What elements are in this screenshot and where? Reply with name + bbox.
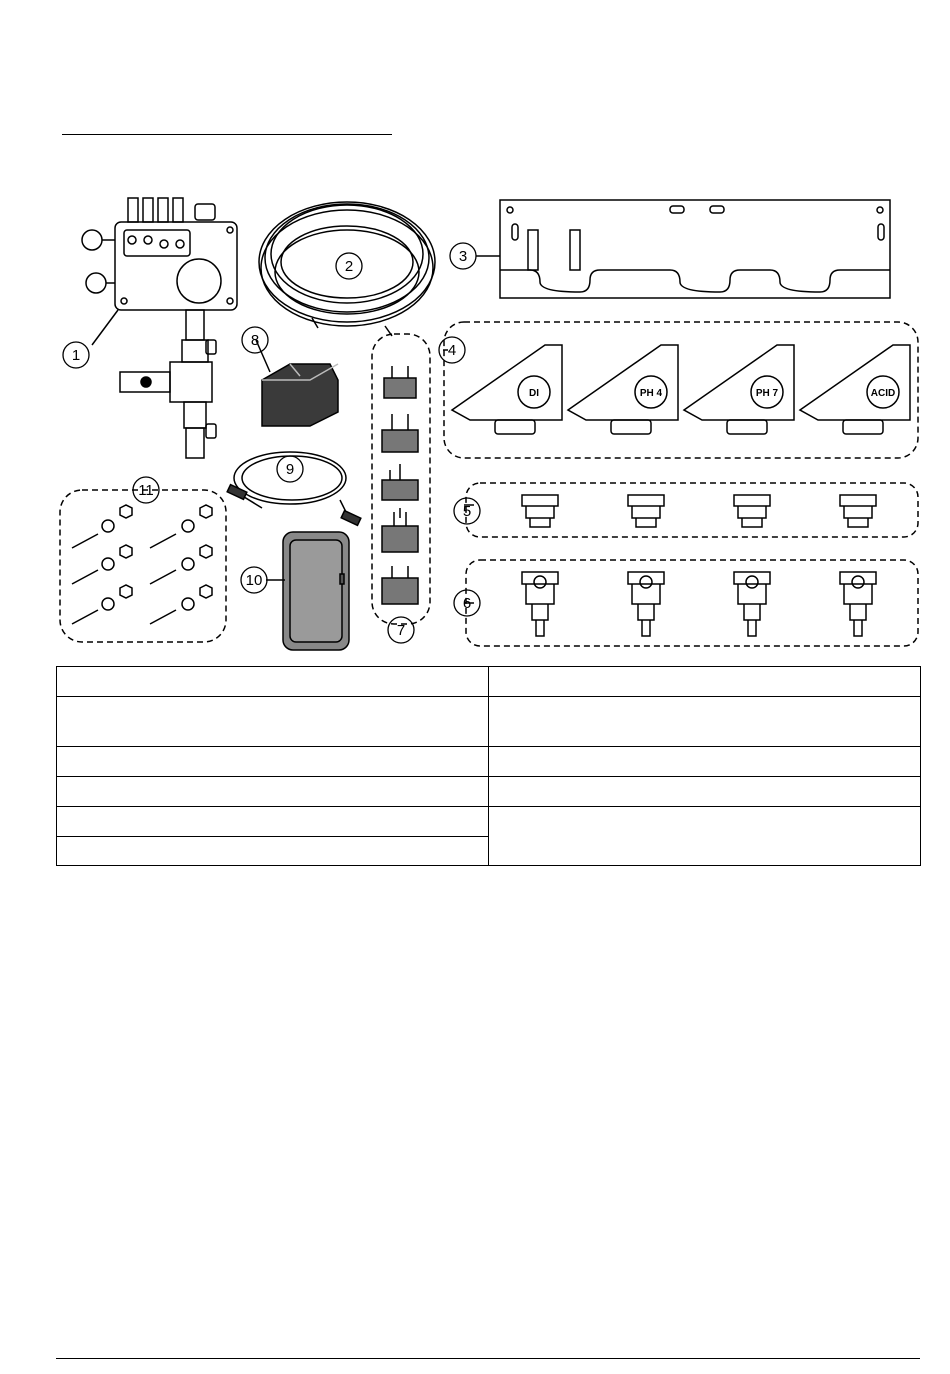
screws-and-nuts-icon (72, 505, 212, 624)
plug-adapter-icon (382, 366, 418, 604)
bottle-label-ph7: PH 7 (755, 388, 779, 399)
callout-1: 1 (71, 347, 81, 364)
table-row (57, 697, 921, 747)
title-underline (62, 134, 392, 135)
bottle-label-ph4: PH 4 (639, 388, 663, 399)
table-cell (489, 777, 921, 807)
callout-10: 10 (245, 572, 263, 589)
table-cell (57, 807, 489, 837)
bottle-icon-1 (452, 345, 562, 434)
power-bank-icon (283, 532, 349, 650)
callout-7: 7 (396, 622, 406, 639)
table-row (57, 777, 921, 807)
table-cell (57, 777, 489, 807)
power-supply-icon (262, 364, 338, 426)
parts-table (56, 666, 921, 866)
callout-8: 8 (250, 332, 260, 349)
callout-2: 2 (344, 258, 354, 275)
callout-11: 11 (138, 482, 154, 499)
table-cell (489, 697, 921, 747)
cap-icon (522, 495, 876, 527)
callout-6: 6 (462, 595, 472, 612)
table-cell (57, 667, 489, 697)
bottle-label-di: DI (529, 388, 539, 399)
table-row (57, 667, 921, 697)
components-illustration (0, 180, 950, 660)
bottle-label-acid: ACID (870, 388, 896, 399)
table-cell (57, 747, 489, 777)
table-cell (489, 667, 921, 697)
callout-3: 3 (458, 248, 468, 265)
callout-5: 5 (462, 503, 472, 520)
callout-4: 4 (447, 342, 457, 359)
bottle-holder-bracket-icon (500, 200, 890, 298)
table-row (57, 747, 921, 777)
table-cell (57, 697, 489, 747)
table-cell (489, 807, 921, 866)
table-cell (57, 837, 489, 866)
manifold-assembly-icon (82, 198, 237, 458)
callout-9: 9 (285, 461, 295, 478)
table-cell (489, 747, 921, 777)
footer-rule (56, 1358, 920, 1359)
cap-with-fitting-icon (522, 572, 876, 636)
table-row (57, 807, 921, 837)
